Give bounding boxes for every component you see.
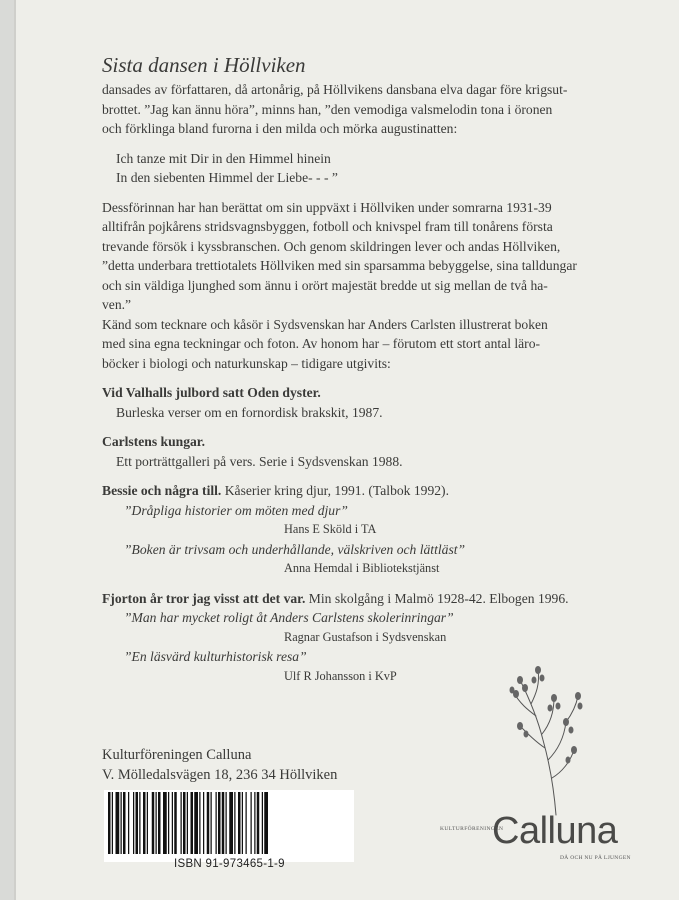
barcode-bar bbox=[207, 792, 210, 854]
publisher-name: Kulturföreningen Calluna bbox=[102, 747, 252, 763]
barcode-bar bbox=[116, 792, 120, 854]
barcode-bar bbox=[191, 792, 194, 854]
barcode-bar bbox=[174, 792, 177, 854]
barcode-bar bbox=[183, 792, 186, 854]
barcode bbox=[104, 790, 354, 862]
heather-sprig-icon bbox=[498, 650, 608, 820]
barcode-bar bbox=[238, 792, 241, 854]
book-entry bbox=[102, 432, 642, 471]
intro-line: brottet. ”Jag kan ännu höra”, minns han, ”den vemodiga valsmelodin tona i öronen bbox=[102, 101, 553, 117]
book-description: Burleska verser om en fornordisk brakskit, 1987. bbox=[116, 404, 383, 420]
description-line: och sin väldiga ljunghed som ännu i orört majestät bredde ut sig mellan de två ha- bbox=[102, 277, 548, 293]
description-line: ”detta underbara trettiotalets Höllviken med sin sparsamma bebyggelse, sina talldungar bbox=[102, 258, 577, 273]
barcode-bar bbox=[234, 792, 235, 854]
barcode-bar bbox=[143, 792, 146, 854]
barcode-bar bbox=[136, 792, 139, 854]
description-line: trevande försök i kyssbranschen. Och genom skildringen lever och andas Höllviken, bbox=[102, 238, 561, 254]
book-title: Bessie och några till. bbox=[102, 483, 222, 498]
book-description: Ett porträttgalleri på vers. Serie i Sydsvenskan 1988. bbox=[116, 453, 403, 469]
book-title: Carlstens kungar. bbox=[102, 434, 205, 449]
book-entry bbox=[102, 383, 642, 422]
review-quote: ”Dråpliga historier om möten med djur” bbox=[124, 502, 348, 518]
barcode-bar bbox=[226, 792, 227, 854]
intro-line: och förklinga bland furorna i den milda och mörka augustinatten: bbox=[102, 121, 458, 136]
description-line: ven.” bbox=[102, 297, 132, 312]
song-line: In den siebenten Himmel der Liebe- - - ” bbox=[116, 170, 338, 185]
logo-calluna: Calluna bbox=[492, 810, 618, 852]
barcode-bar bbox=[152, 792, 155, 854]
isbn-label: ISBN 91-973465-1-9 bbox=[174, 858, 285, 870]
review-source: Anna Hemdal i Bibliotekstjänst bbox=[284, 561, 440, 575]
book-details: Min skolgång i Malmö 1928-42. Elbogen 1996. bbox=[305, 590, 569, 606]
barcode-bar bbox=[257, 792, 260, 854]
logo-tagline: DÅ OCH NU PÅ LJUNGEN bbox=[560, 855, 631, 861]
review-source: Ulf R Johansson i KvP bbox=[284, 668, 397, 683]
barcode-bar bbox=[222, 792, 225, 854]
barcode-bar bbox=[123, 792, 126, 854]
description-line: alltifrån pojkårens stridsvagnsbyggen, fotboll och knivspel fram till tonårens första bbox=[102, 219, 553, 234]
intro-line: dansades av författaren, då artonårig, på Höllvikens dansbana elva dagar före krigsut- bbox=[102, 82, 568, 97]
barcode-bars bbox=[104, 790, 354, 856]
barcode-bar bbox=[216, 792, 217, 854]
logo-kulturforeningen: KULTURFÖRENINGEN bbox=[440, 826, 504, 832]
barcode-bar bbox=[172, 792, 173, 854]
publisher-address bbox=[102, 745, 337, 785]
barcode-bar bbox=[211, 792, 212, 854]
review-source: Ragnar Gustafson i Sydsvenskan bbox=[284, 629, 447, 644]
review-quote: ”Boken är trivsam och underhållande, välskriven och lättläst” bbox=[124, 541, 466, 557]
barcode-bar bbox=[242, 792, 243, 854]
barcode-bar bbox=[112, 792, 113, 854]
barcode-bar bbox=[158, 792, 161, 854]
description-paragraph bbox=[102, 198, 642, 374]
barcode-bar bbox=[218, 792, 221, 854]
barcode-bar bbox=[133, 792, 134, 854]
barcode-bar bbox=[229, 792, 233, 854]
barcode-bar bbox=[128, 792, 129, 854]
barcode-bar bbox=[181, 792, 182, 854]
book-title: Vid Valhalls julbord satt Oden dyster. bbox=[102, 385, 321, 400]
book-title: Fjorton år tror jag visst att det var. bbox=[102, 590, 306, 606]
cover-text bbox=[102, 52, 642, 696]
song-line: Ich tanze mit Dir in den Himmel hinein bbox=[116, 150, 331, 166]
book-details: Kåserier kring djur, 1991. (Talbok 1992). bbox=[221, 483, 449, 498]
book-back-cover bbox=[14, 0, 679, 900]
barcode-bar bbox=[108, 792, 111, 854]
barcode-bar bbox=[262, 792, 263, 854]
barcode-bar bbox=[246, 792, 247, 854]
barcode-bar bbox=[139, 792, 140, 854]
barcode-bar bbox=[187, 792, 188, 854]
barcode-bar bbox=[203, 792, 204, 854]
description-line: med sina egna teckningar och foton. Av honom har – förutom ett stort antal läro- bbox=[102, 336, 541, 351]
barcode-bar bbox=[194, 792, 198, 854]
song-quote bbox=[116, 149, 642, 188]
barcode-bar bbox=[163, 792, 167, 854]
barcode-bar bbox=[254, 792, 255, 854]
intro-paragraph bbox=[102, 80, 642, 139]
review-quote: ”Man har mycket roligt åt Anders Carlstens skolerinringar” bbox=[124, 610, 454, 625]
barcode-bar bbox=[156, 792, 157, 854]
barcode-bar bbox=[147, 792, 148, 854]
description-line: Dessförinnan har han berättat om sin uppväxt i Höllviken under somrarna 1931-39 bbox=[102, 199, 552, 215]
description-line: böcker i biologi och naturkunskap – tidigare utgivits: bbox=[102, 355, 391, 371]
review-source: Hans E Sköld i TA bbox=[284, 522, 377, 536]
barcode-bar bbox=[264, 792, 268, 854]
book-entry bbox=[102, 481, 642, 579]
barcode-bar bbox=[251, 792, 252, 854]
page-title: Sista dansen i Höllviken bbox=[102, 53, 306, 77]
publisher-street: V. Mölledalsvägen 18, 236 34 Höllviken bbox=[102, 767, 338, 783]
barcode-bar bbox=[121, 792, 122, 854]
barcode-bar bbox=[168, 792, 169, 854]
description-line: Känd som tecknare och kåsör i Sydsvenskan har Anders Carlsten illustrerat boken bbox=[102, 316, 548, 332]
review-quote: ”En läsvärd kulturhistorisk resa” bbox=[124, 649, 307, 664]
barcode-bar bbox=[199, 792, 200, 854]
